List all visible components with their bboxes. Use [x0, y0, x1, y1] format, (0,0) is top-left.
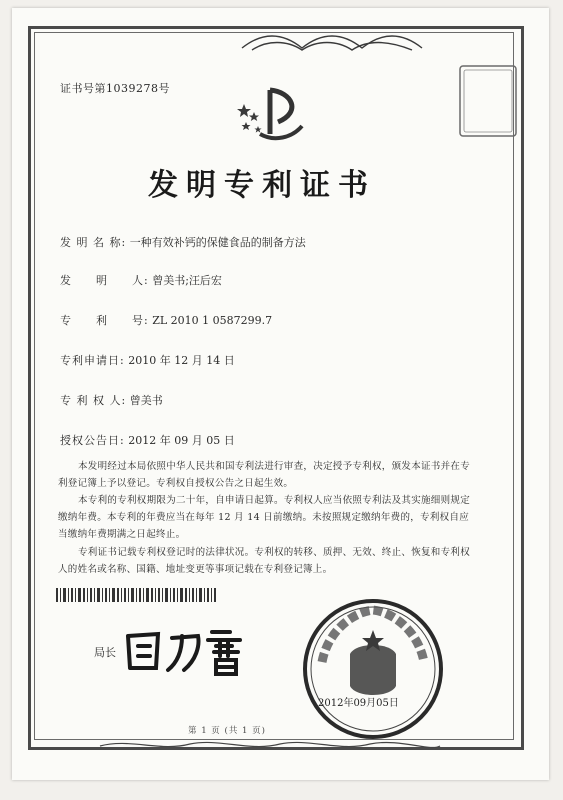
field-value: 一种有效补钙的保健食品的制备方法 — [129, 236, 306, 249]
field-value: 2010 年 12 月 14 日 — [128, 354, 235, 367]
field-value: ZL 2010 1 0587299.7 — [152, 314, 273, 327]
paragraph-term-and-fees: 本专利的专利权期限为二十年，自申请日起算。专利权人应当依照专利法及其实施细则规定缴纳年费。本专利的年费应当在每年 12 月 14 日前缴纳。未按照规定缴纳年费的，专利权自应当缴纳年费期满之日起终止。 — [58, 495, 471, 540]
page-indicator: 第 1 页 (共 1 页) — [188, 726, 266, 736]
patent-office-logo — [230, 82, 310, 146]
field-label: 专利申请日: — [60, 354, 125, 367]
field-value: 曾美书;汪后宏 — [152, 274, 222, 287]
field-invention-name — [60, 234, 306, 250]
field-label: 授权公告日: — [60, 434, 125, 447]
field-label: 发 明 名 称: — [60, 236, 127, 249]
field-patent-number — [60, 312, 272, 328]
field-patentee — [60, 392, 163, 408]
director-signature — [120, 622, 250, 680]
field-label: 专 利 号: — [60, 314, 149, 327]
agency-stamp — [456, 62, 520, 140]
field-value: 曾美书 — [129, 394, 163, 407]
director-label: 局长 — [94, 646, 116, 659]
seal-date: 2012年09月05日 — [318, 698, 399, 709]
barcode — [56, 588, 216, 602]
field-label: 发 明 人: — [60, 274, 149, 287]
field-label: 专 利 权 人: — [60, 394, 127, 407]
paragraph-legal-status: 专利证书记载专利权登记时的法律状况。专利权的转移、质押、无效、终止、恢复和专利权人的姓名或名称、国籍、地址变更等事项记载在专利登记簿上。 — [58, 547, 471, 575]
certificate-title: 发明专利证书 — [148, 168, 376, 203]
border-ornament-top — [232, 30, 432, 54]
paragraph-grant-statement: 本发明经过本局依照中华人民共和国专利法进行审查，决定授予专利权，颁发本证书并在专利登记簿上予以登记。专利权自授权公告之日起生效。 — [58, 461, 471, 489]
field-value: 2012 年 09 月 05 日 — [128, 434, 235, 447]
official-seal — [298, 594, 448, 744]
certificate-number: 证书号第1039278号 — [60, 82, 170, 95]
field-application-date — [60, 352, 235, 368]
field-inventor — [60, 272, 222, 288]
field-grant-date — [60, 432, 235, 448]
